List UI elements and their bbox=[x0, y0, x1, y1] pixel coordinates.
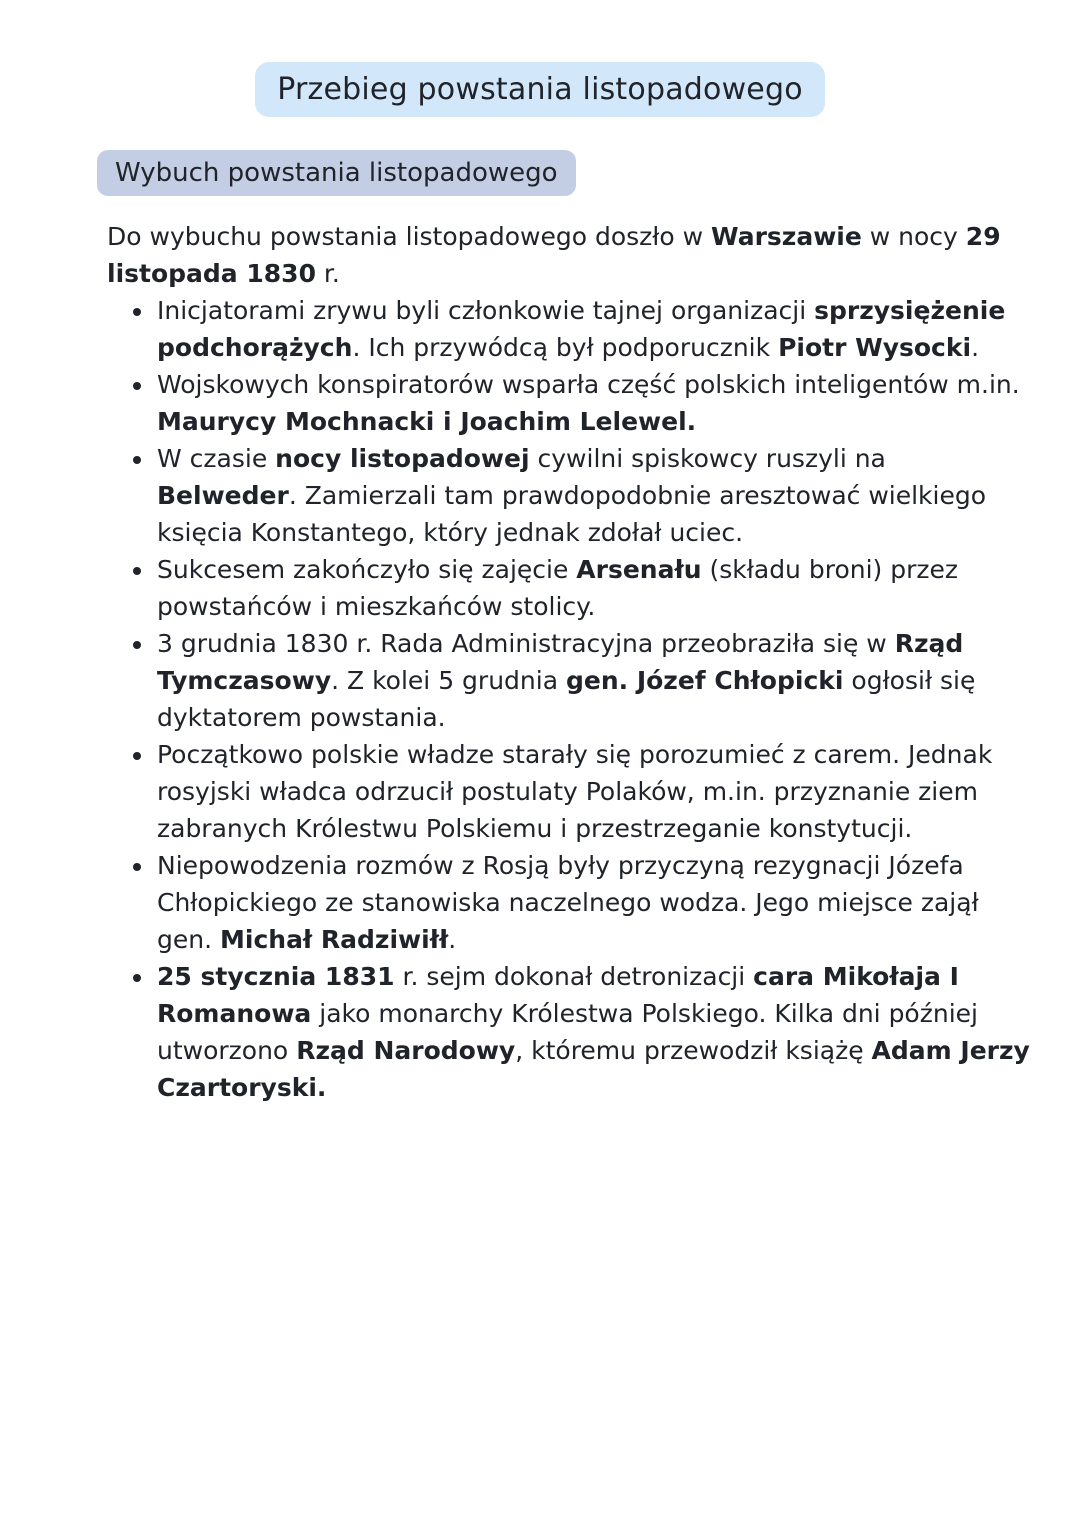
intro-paragraph bbox=[107, 218, 1012, 292]
list-item bbox=[155, 440, 1030, 551]
text: (składu broni) przez powstańców i mieszkańców stolicy. bbox=[157, 555, 959, 621]
title-row bbox=[0, 62, 1080, 117]
bold-text: sprzysiężenie podchorążych bbox=[157, 296, 1006, 362]
bold-text: Arsenału bbox=[576, 555, 702, 584]
list-item bbox=[155, 958, 1030, 1106]
bold-text: Warszawie bbox=[711, 222, 862, 251]
text: r. bbox=[315, 259, 340, 288]
list-item bbox=[155, 847, 1030, 958]
list-item bbox=[155, 736, 1030, 847]
bold-text: Belweder bbox=[157, 481, 289, 510]
bold-text: nocy listopadowej bbox=[275, 444, 530, 473]
text: . Zamierzali tam prawdopodobnie aresztować wielkiego księcia Konstantego, który jednak zdołał uciec. bbox=[157, 481, 987, 547]
section-heading: Wybuch powstania listopadowego bbox=[97, 150, 576, 196]
text: . bbox=[448, 925, 457, 954]
text: ogłosił się dyktatorem powstania. bbox=[157, 666, 976, 732]
text: jako monarchy Królestwa Polskiego. Kilka dni później utworzono bbox=[157, 999, 978, 1065]
bold-text: Rząd Narodowy bbox=[296, 1036, 516, 1065]
text: Początkowo polskie władze starały się porozumieć z carem. Jednak rosyjski władca odrzucił postulaty Polaków, m.in. przyznanie ziem zabranych Królestwu Polskiemu i przestrzeganie konstytucji. bbox=[157, 740, 993, 843]
page-title: Przebieg powstania listopadowego bbox=[255, 62, 825, 117]
text: . Ich przywódcą był podporucznik bbox=[352, 333, 779, 362]
bold-text: Michał Radziwiłł bbox=[220, 925, 449, 954]
text: Do wybuchu powstania listopadowego doszło w bbox=[107, 222, 712, 251]
text: Inicjatorami zrywu byli członkowie tajnej organizacji bbox=[157, 296, 815, 325]
list-item bbox=[155, 551, 1030, 625]
bold-text: cara Mikołaja I Romanowa bbox=[157, 962, 959, 1028]
text: , któremu przewodził książę bbox=[515, 1036, 872, 1065]
bold-text: 29 listopada 1830 bbox=[107, 222, 1001, 288]
text: w nocy bbox=[861, 222, 966, 251]
text: Wojskowych konspiratorów wsparła część polskich inteligentów m.in. bbox=[157, 370, 1020, 399]
bold-text: Maurycy Mochnacki i Joachim Lelewel. bbox=[157, 407, 697, 436]
text: Sukcesem zakończyło się zajęcie bbox=[157, 555, 577, 584]
bold-text: gen. Józef Chłopicki bbox=[565, 666, 844, 695]
list-item bbox=[155, 366, 1030, 440]
text: W czasie bbox=[157, 444, 276, 473]
list-item bbox=[155, 292, 1030, 366]
bullet-list bbox=[107, 292, 1030, 1106]
bold-text: Rząd Tymczasowy bbox=[157, 629, 964, 695]
text: cywilni spiskowcy ruszyli na bbox=[529, 444, 886, 473]
text: 3 grudnia 1830 r. Rada Administracyjna przeobraziła się w bbox=[157, 629, 895, 658]
bold-text: 25 stycznia 1831 bbox=[157, 962, 395, 991]
text: . bbox=[971, 333, 980, 362]
bold-text: Piotr Wysocki bbox=[778, 333, 972, 362]
text: r. sejm dokonał detronizacji bbox=[394, 962, 754, 991]
text: . Z kolei 5 grudnia bbox=[331, 666, 566, 695]
bold-text: Adam Jerzy Czartoryski. bbox=[157, 1036, 1030, 1102]
text: Niepowodzenia rozmów z Rosją były przyczyną rezygnacji Józefa Chłopickiego ze stanowiska naczelnego wodza. Jego miejsce zajął gen. bbox=[157, 851, 979, 954]
list-item bbox=[155, 625, 1030, 736]
